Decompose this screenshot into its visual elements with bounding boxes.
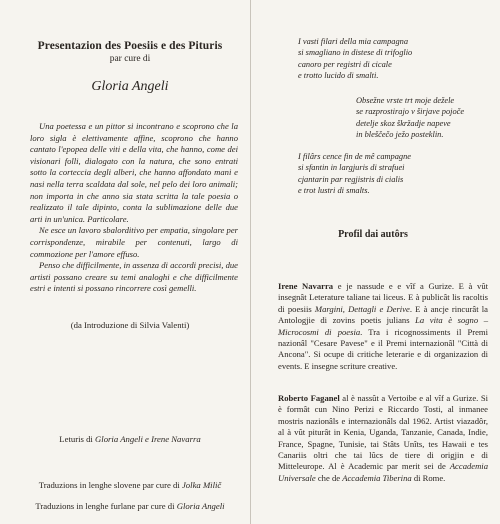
- intro-paragraph: Penso che difficilmente, in assenza di accordi precisi, due artisti possano creare su temi analoghi e che difficilmente estri e intenti si possano rincorrere così gemelli.: [30, 260, 238, 294]
- poem-friulian: [298, 151, 411, 197]
- bio-text: . E à ancje rincurât la Antologjie di zovins poetis julians: [278, 303, 488, 326]
- readings-prefix: Leturis di: [59, 434, 93, 444]
- bio-roberto-faganel: [278, 393, 488, 484]
- presentation-title: Presentazion des Poesiis e des Pituris: [37, 40, 223, 52]
- poem-line: I vasti filari della mia campagna: [298, 37, 409, 46]
- bio-author-name: Irene Navarra: [278, 281, 334, 291]
- intro-paragraph: Una poetessa e un pittor si incontrano e scoprono che la loro sigla è elettivamente affine, scoprono che hanno cantato l'epopea delle viti e della vita, che hanno, come dei visionari folli, dialogato con la natura, che sono entrati sotto la corteccia degli alberi, che hanno affondato mani e nasi nella terra scaldata dal sole, nel pelo dei loro animali; non importa in che anno sia stata scritta la tale poesia o realizzato il tale dipinto, conta la sublimazione delle due arti in un'unica. Particolare.: [30, 121, 238, 224]
- bio-text: che de: [315, 472, 343, 483]
- center-fold: [250, 0, 251, 524]
- poem-line: I filârs cence fin de mê campagne: [298, 152, 412, 161]
- intro-paragraph: Ne esce un lavoro sbalorditivo per empatia, singolare per corrispondenze, mirabile per contenuti, largo di commozione per l'amore effuso.: [30, 225, 238, 259]
- intro-citation: (da Introduzione di Silvia Valenti): [70, 320, 190, 330]
- poem-slovene: [356, 95, 464, 141]
- bio-irene-navarra: [278, 281, 488, 372]
- poem-line: detelje skoz škržadje napeve: [356, 118, 451, 128]
- editor-name: Gloria Angeli: [91, 79, 169, 94]
- poem-line: cjantarin par regjistris di cialis: [298, 174, 404, 184]
- poem-line: si smagliano in distese di trifoglio: [298, 48, 413, 58]
- poem-italian: [298, 36, 412, 82]
- bio-text: e je nassude e e vîf a Gurize. E à vût insegnât Leterature taliane tai liceus. E à publicât lis racoltis di poesiis: [278, 281, 489, 314]
- poem-line: e trot lustri di smalts.: [298, 186, 370, 196]
- poem-line: canoro per registri di cicale: [298, 59, 392, 69]
- presentation-subtitle: par cure di: [109, 54, 151, 64]
- bio-author-name: Roberto Faganel: [278, 393, 340, 403]
- introduction-text: [30, 121, 238, 295]
- poem-line: Obsežne vrste trt moje dežele: [356, 96, 455, 105]
- authors-profile-heading: Profil dai autôrs: [338, 229, 408, 240]
- slovene-translation-prefix: Traduzions in lenghe slovene par cure di: [38, 480, 180, 490]
- slovene-translator: Jolka Milič: [181, 480, 222, 490]
- poem-line: in bleščečo ježo posteklin.: [356, 130, 444, 140]
- poem-line: e trotto lucido di smalti.: [298, 71, 379, 81]
- poem-line: si sfantin in largjuris di strafuei: [298, 163, 405, 173]
- readings-names: Gloria Angeli e Irene Navarra: [95, 434, 201, 444]
- poem-line: se razprostirajo v širjave pojoče: [356, 107, 465, 117]
- friulian-translation-credit: [18, 501, 242, 511]
- bio-academy: Accademia Tiberina: [342, 472, 412, 483]
- bio-works: Margini, Dettagli e Derive: [314, 303, 410, 314]
- readings-credit: [18, 434, 242, 444]
- slovene-translation-credit: [18, 480, 242, 490]
- bio-academy: Accademia Universale: [278, 461, 488, 483]
- bio-text: di Rome.: [411, 472, 446, 483]
- friulian-translator: Gloria Angeli: [176, 501, 225, 511]
- bio-text: . Tra i ricognossiments il Premi nazionâl "Cesare Pavese" e il Premi internazionâl "Città di Ancona". Si ocupe di critiche leterarie e di organizazion di events. E insegne scriture creative.: [278, 326, 489, 371]
- friulian-translation-prefix: Traduzions in lenghe furlane par cure di: [35, 501, 175, 511]
- bio-text: al è nassût a Vertoibe e al vîf a Gurize. Si è formât cun Nino Perizi e Riccardo Tosti, al inmanee mostris nazionâls e internazionâls dal 1962. Artist viazadôr, al à vût piturât in Kenia, Uganda, Tanzanie, Canada, Indie, France, Spagne, Tunisie, tai Stâts Unîts, tes Hawaii e tes Canariis oltri che tai lûcs de tiere di origjin e di Mitteleurope. Al è Academic par merit sei de: [278, 393, 488, 472]
- bio-anthology: La vita è sogno – Microcosmi di poesia: [278, 315, 488, 337]
